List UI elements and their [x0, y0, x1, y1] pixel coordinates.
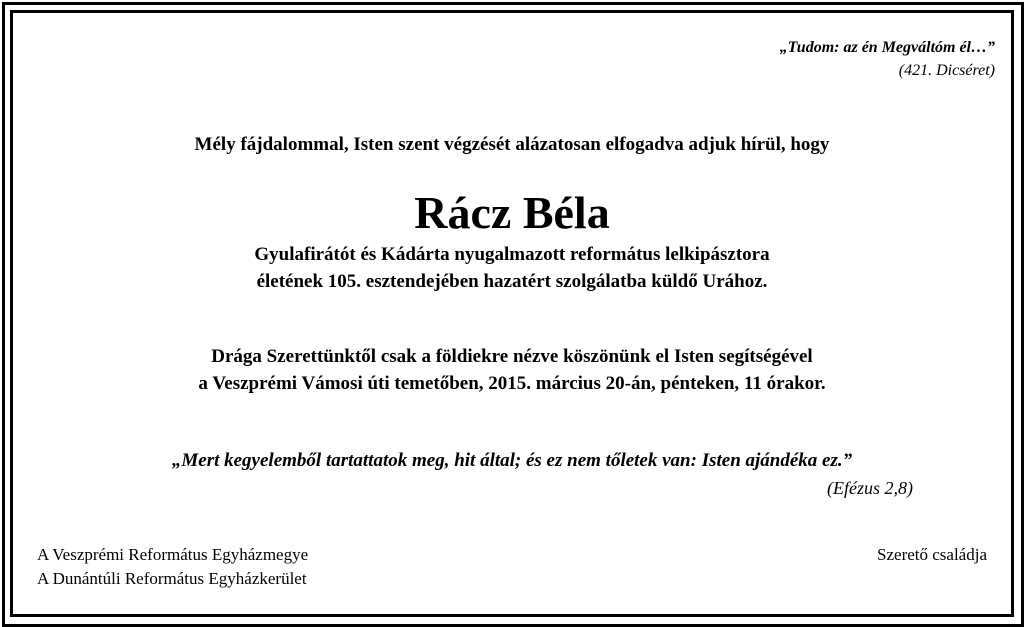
hymn-motto: „Tudom: az én Megváltóm él…”	[779, 39, 995, 56]
deceased-name: Rácz Béla	[414, 187, 610, 238]
church-district: A Dunántúli Református Egyházkerület	[37, 569, 307, 588]
funeral-line-1: Drága Szerettünktől csak a földiekre nézve köszönünk el Isten segítségével	[211, 346, 813, 367]
announcement-intro: Mély fájdalommal, Isten szent végzését alázatosan elfogadva adjuk hírül, hogy	[194, 134, 830, 155]
funeral-line-2: a Veszprémi Vámosi úti temetőben, 2015. március 20-án, pénteken, 11 órakor.	[198, 373, 826, 394]
description-line-2: életének 105. esztendejében hazatért szolgálatba küldő Urához.	[256, 271, 768, 292]
bible-verse: „Mert kegyelemből tartattatok meg, hit által; és ez nem tőletek van: Isten ajándéka ez.”	[171, 450, 853, 471]
description-line-1: Gyulafirátót és Kádárta nyugalmazott református lelkipásztora	[254, 244, 770, 265]
hymn-source: (421. Dicséret)	[898, 62, 995, 79]
inner-border	[10, 10, 1014, 617]
church-diocese: A Veszprémi Református Egyházmegye	[37, 545, 309, 564]
verse-reference: (Efézus 2,8)	[827, 478, 913, 498]
family-signature: Szerető családja	[877, 545, 987, 564]
